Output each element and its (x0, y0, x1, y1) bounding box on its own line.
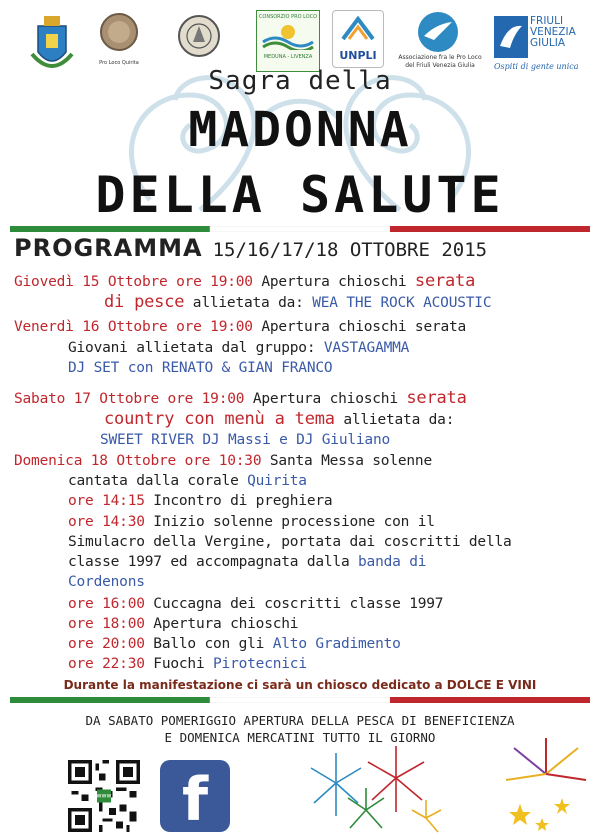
green-logo-bottom: MEDUNA - LIVENZA (263, 54, 313, 60)
thursday-text: Apertura chioschi (252, 274, 415, 290)
event-2230: Fuochi (144, 656, 214, 672)
event-thursday-line2 (104, 292, 491, 312)
bird-logo-icon (416, 10, 460, 54)
unpli-icon (332, 10, 384, 68)
time-1800: ore 18:00 (68, 616, 145, 632)
green-logo-top: CONSORZIO PRO LOCO (258, 14, 318, 20)
thursday-text-2: allietata da: (184, 295, 313, 311)
event-1415: Incontro di preghiera (144, 493, 333, 509)
seal-icon (98, 12, 140, 66)
thursday-date: Giovedì 15 Ottobre ore 19:00 (14, 274, 253, 290)
saturday-highlight-2: country con menù a tema (104, 409, 335, 429)
saturday-text: Apertura chioschi (244, 391, 407, 407)
thursday-highlight: serata (414, 271, 476, 291)
friday-text-2: Giovani allietata dal gruppo: (68, 340, 324, 356)
event-1430-a: Inizio solenne processione con il (144, 514, 435, 530)
time-1430: ore 14:30 (68, 514, 145, 530)
time-1600: ore 16:00 (68, 596, 145, 612)
stars-icon (500, 734, 592, 834)
band-cordenons-1: banda di (358, 554, 427, 570)
unpli-house-icon (333, 11, 383, 45)
flag-divider-bottom (10, 697, 590, 703)
assoc-line-2: del Friuli Venezia Giulia (405, 62, 475, 69)
sunday-1800 (68, 616, 298, 632)
saturday-date: Sabato 17 Ottobre ore 19:00 (14, 391, 245, 407)
qr-label: www (96, 792, 112, 800)
assoc-line-1: Associazione fra le Pro Loco (398, 54, 482, 61)
programma-dates: 15/16/17/18 OTTOBRE 2015 (212, 239, 488, 261)
qr-code-icon[interactable] (68, 760, 140, 832)
event-sunday-line1 (14, 453, 432, 469)
title-small: Sagra della (208, 66, 392, 96)
title-della-salute: DELLA SALUTE (95, 166, 505, 224)
fvg-eagle-icon (494, 16, 528, 58)
bottom-line-2: E DOMENICA MERCATINI TUTTO IL GIORNO (164, 730, 436, 745)
sunday-2230 (68, 656, 307, 672)
fvg-line-3: GIULIA (530, 37, 566, 49)
saturday-dj: SWEET RIVER DJ Massi e DJ Giuliano (100, 432, 391, 448)
event-saturday-line1 (14, 388, 467, 408)
friday-text: Apertura chioschi serata (252, 319, 467, 335)
time-2000: ore 20:00 (68, 636, 145, 652)
sunday-1430-c (68, 554, 426, 570)
event-friday-line2 (68, 340, 409, 356)
sunday-text: Santa Messa solenne (261, 453, 432, 469)
pro-loco-caption: Pro Loco Quirita (99, 60, 139, 66)
friday-date: Venerdì 16 Ottobre ore 19:00 (14, 319, 253, 335)
programma-label: PROGRAMMA (14, 234, 203, 262)
friday-band: VASTAGAMMA (323, 340, 410, 356)
flag-divider-top (10, 226, 590, 232)
green-logo-icon (256, 10, 320, 72)
fireworks-icon (296, 738, 446, 838)
sunday-1430-a (68, 514, 435, 530)
sunday-1430-b: Simulacro della Vergine, portata dai coscritti della (68, 534, 512, 550)
event-1430-c: classe 1997 ed accompagnata dalla (68, 554, 359, 570)
facebook-icon[interactable] (160, 760, 230, 835)
sunday-choir: Quirita (247, 473, 307, 489)
thursday-band: WEA THE ROCK ACOUSTIC (312, 295, 492, 311)
green-logo-waves (257, 20, 319, 50)
sunday-2000 (68, 636, 401, 652)
programma-header (14, 234, 590, 264)
event-friday-line1 (14, 319, 466, 335)
title-madonna: MADONNA (188, 102, 412, 158)
event-1800: Apertura chioschi (144, 616, 299, 632)
fireworks-label: Pirotecnici (213, 656, 307, 672)
time-1415: ore 14:15 (68, 493, 145, 509)
event-sunday-line2 (68, 473, 307, 489)
unpli-label: UNPLI (339, 49, 377, 62)
band-alto-gradimento: Alto Gradimento (272, 636, 401, 652)
saturday-text-2: allietata da: (334, 412, 455, 428)
event-thursday-line1 (14, 271, 475, 291)
friday-dj: DJ SET con RENATO & GIAN FRANCO (68, 360, 333, 376)
sunday-text-2: cantata dalla corale (68, 473, 248, 489)
pro-loco-seal-icon (176, 12, 222, 72)
sunday-date: Domenica 18 Ottobre ore 10:30 (14, 453, 262, 469)
fvg-name (530, 16, 576, 49)
sunday-1415 (68, 493, 332, 509)
sunday-1600 (68, 596, 443, 612)
event-1600: Cuccagna dei coscritti classe 1997 (144, 596, 444, 612)
event-saturday-line2 (104, 409, 454, 429)
facebook-letter: f (181, 765, 209, 835)
fvg-line-1: FRIULI (530, 15, 564, 27)
time-2230: ore 22:30 (68, 656, 145, 672)
bottom-line-1: DA SABATO POMERIGGIO APERTURA DELLA PESCA DI BENEFICIENZA (85, 713, 515, 728)
band-cordenons-2: Cordenons (68, 574, 145, 590)
saturday-highlight: serata (406, 388, 467, 408)
fvg-tagline: Ospiti di gente unica (494, 62, 579, 71)
fvg-line-2: VENEZIA (530, 26, 576, 38)
event-2000: Ballo con gli (144, 636, 273, 652)
thursday-highlight-2: di pesce (104, 292, 185, 312)
kiosk-note: Durante la manifestazione ci sarà un chiosco dedicato a DOLCE E VINI (63, 678, 537, 692)
